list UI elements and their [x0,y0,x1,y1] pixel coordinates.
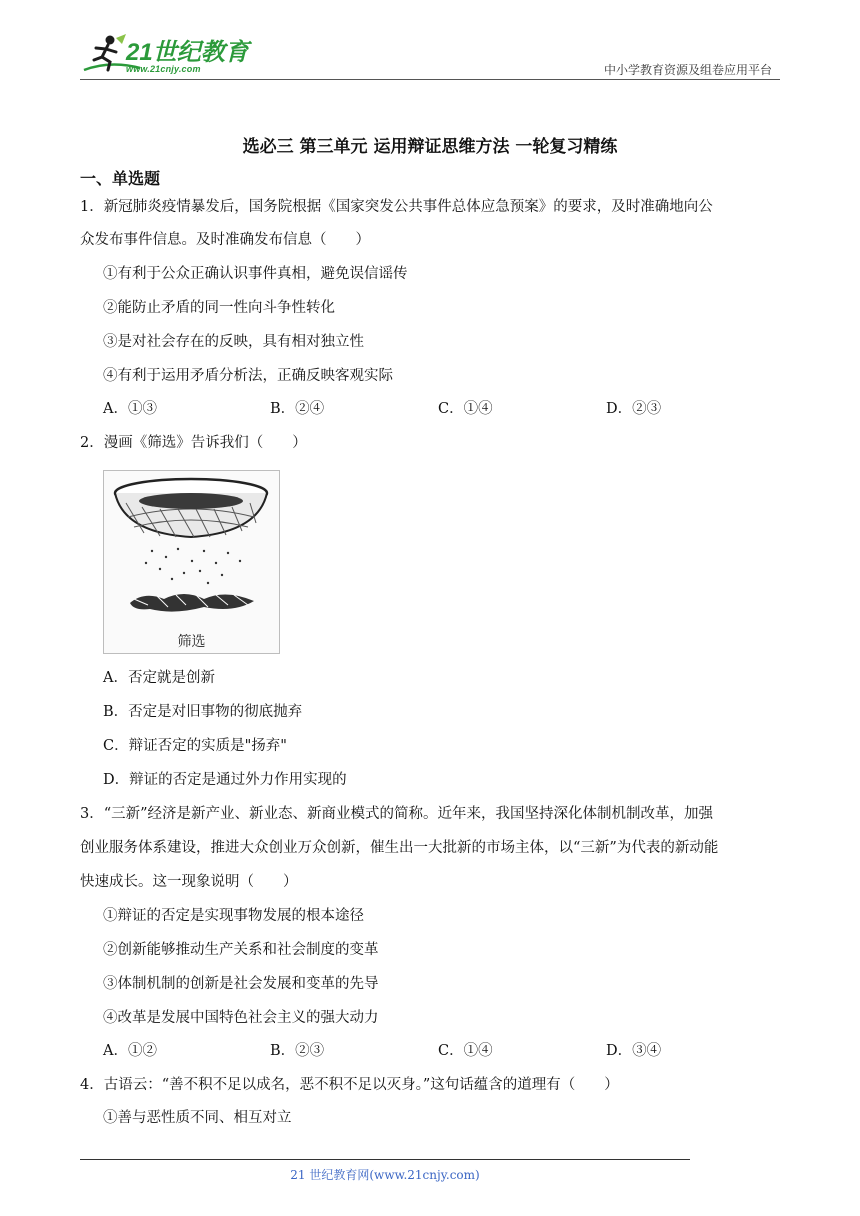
header-divider [80,79,780,80]
q3-stem-line3: 快速成长。这一现象说明（ ） [80,874,298,890]
footer-divider [80,1159,690,1160]
page-header [80,30,780,80]
q2-option-a[interactable]: A．否定就是创新 [103,670,215,686]
q4-stem-line1: 4．古语云：“善不积不足以成名，恶不积不足以灭身。”这句话蕴含的道理有（ ） [80,1077,619,1093]
q2-stem-line1: 2．漫画《筛选》告诉我们（ ） [80,435,307,451]
logo-subtext: www.21cnjy.com [126,64,201,74]
q2-option-d[interactable]: D．辩证的否定是通过外力作用实现的 [103,772,347,788]
q1-statement-3: ③是对社会存在的反映，具有相对独立性 [103,334,364,350]
q1-stem-line2: 众发布事件信息。及时准确发布信息（ ） [80,232,370,248]
figure-caption: 筛选 [177,634,206,650]
q1-statement-1: ①有利于公众正确认识事件真相，避免误信谣传 [103,266,408,282]
q3-option-d[interactable]: D．③④ [606,1043,662,1059]
q3-statement-4: ④改革是发展中国特色社会主义的强大动力 [103,1010,379,1026]
q1-option-b[interactable]: B．②④ [270,401,325,417]
q1-option-a[interactable]: A．①③ [103,401,157,417]
q3-stem-line2: 创业服务体系建设，推进大众创业万众创新，催生出一大批新的市场主体，以“三新”为代表的新动能 [80,840,719,856]
q1-statement-4: ④有利于运用矛盾分析法，正确反映客观实际 [103,368,393,384]
q2-option-b[interactable]: B．否定是对旧事物的彻底抛弃 [103,704,303,720]
platform-name: 中小学教育资源及组卷应用平台 [603,63,772,77]
q1-option-c[interactable]: C．①④ [438,401,493,417]
q2-option-c[interactable]: C．辩证否定的实质是"扬弃" [103,738,287,754]
q3-option-c[interactable]: C．①④ [438,1043,493,1059]
page-footer[interactable]: 21 世纪教育网(www.21cnjy.com) [290,1168,480,1182]
q4-statement-1: ①善与恶性质不同、相互对立 [103,1110,292,1126]
q3-statement-2: ②创新能够推动生产关系和社会制度的变革 [103,942,379,958]
q1-statement-2: ②能防止矛盾的同一性向斗争性转化 [103,300,335,316]
q1-option-d[interactable]: D．②③ [606,401,662,417]
sieve-cartoon-icon [104,471,279,626]
section-heading: 一、单选题 [80,169,161,188]
q3-option-b[interactable]: B．②③ [270,1043,325,1059]
logo-text: 21世纪教育 [126,39,249,66]
q3-option-a[interactable]: A．①② [103,1043,157,1059]
page-title: 选必三 第三单元 运用辩证思维方法 一轮复习精练 [242,137,618,157]
q3-statement-1: ①辩证的否定是实现事物发展的根本途径 [103,908,364,924]
cartoon-figure [103,470,280,654]
q3-stem-line1: 3．“三新”经济是新产业、新业态、新商业模式的简称。近年来，我国坚持深化体制机制改革，加强 [80,806,714,822]
q3-statement-3: ③体制机制的创新是社会发展和变革的先导 [103,976,379,992]
q1-stem-line1: 1．新冠肺炎疫情暴发后，国务院根据《国家突发公共事件总体应急预案》的要求，及时准确地向公 [80,199,713,215]
